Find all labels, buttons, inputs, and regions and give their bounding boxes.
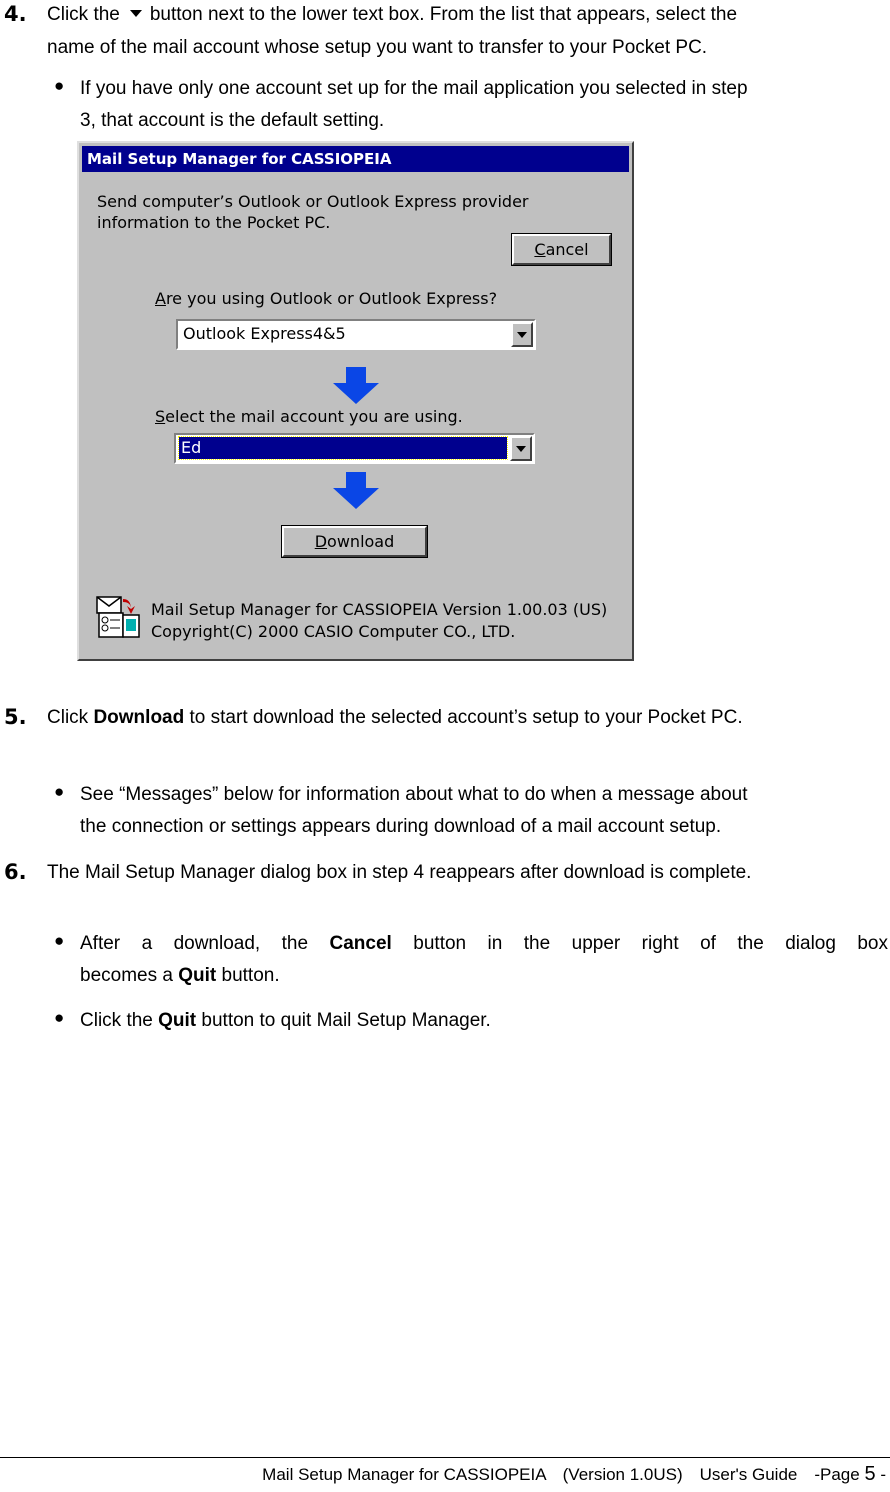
step-4-number: 4.	[4, 2, 27, 26]
footer-text: Mail Setup Manager for CASSIOPEIA (Version 1.0US) User's Guide -Page	[262, 1465, 860, 1484]
step-6-cancel-term: Cancel	[329, 933, 392, 954]
footer-rule	[0, 1457, 890, 1458]
dialog-copyright-text: Copyright(C) 2000 CASIO Computer CO., LTD.	[151, 622, 516, 641]
step-6-bullet-1-b: button in the upper right of the dialog box	[413, 933, 889, 954]
dialog-description-line-2: information to the Pocket PC.	[97, 213, 331, 232]
step-4-line-2: name of the mail account whose setup you want to transfer to your Pocket PC.	[47, 37, 708, 58]
step-5-click: Click	[47, 707, 89, 728]
step-6-bullet-2	[80, 1006, 491, 1035]
mail-app-select[interactable]	[176, 319, 536, 350]
mail-app-dropdown-button[interactable]	[511, 322, 533, 347]
bullet-icon: ●	[54, 76, 65, 95]
step-6-quit-term: Quit	[158, 1010, 197, 1031]
page-footer	[262, 1460, 886, 1489]
down-arrow-icon	[331, 472, 381, 510]
mail-account-dropdown-button[interactable]	[510, 436, 532, 461]
cancel-button[interactable]: Cancel	[512, 234, 611, 265]
mail-account-select[interactable]	[174, 433, 535, 464]
step-6-bullet-1-line-1	[80, 929, 888, 958]
dropdown-arrow-icon	[130, 10, 142, 17]
dialog-version-text: Mail Setup Manager for CASSIOPEIA Version 1.00.03 (US)	[151, 600, 608, 619]
page-number: 5	[864, 1463, 876, 1485]
step-4-bullet-line-1: If you have only one account set up for the mail application you selected in step	[80, 78, 748, 99]
step-5-download-term: Download	[93, 707, 185, 728]
step-6-bullet-1-line-2-a: becomes a	[80, 965, 173, 986]
step-6-quit-term: Quit	[178, 965, 217, 986]
mail-app-question: Are you using Outlook or Outlook Express?	[155, 289, 498, 308]
bullet-icon: ●	[54, 931, 65, 950]
mail-account-select-value: Ed	[179, 437, 507, 459]
step-6-bullet-1-a: After a download, the	[80, 933, 309, 954]
step-6-bullet-1-line-2-b: button.	[221, 965, 280, 986]
mail-setup-app-icon	[93, 595, 145, 641]
step-6-line: The Mail Setup Manager dialog box in step 4 reappears after download is complete.	[47, 862, 752, 883]
down-arrow-icon	[331, 367, 381, 405]
step-6-bullet-2-a: Click the	[80, 1010, 153, 1031]
dialog-description-line-1: Send computer’s Outlook or Outlook Express provider	[97, 192, 529, 211]
dialog-title-bar: Mail Setup Manager for CASSIOPEIA	[82, 146, 629, 172]
step-5-number: 5.	[4, 705, 27, 729]
step-5-rest: to start download the selected account’s setup to your Pocket PC.	[189, 707, 743, 728]
step-4-bullet-line-2: 3, that account is the default setting.	[80, 110, 385, 131]
bullet-icon: ●	[54, 1008, 65, 1027]
footer-suffix: -	[880, 1465, 886, 1484]
mail-setup-dialog	[77, 141, 634, 661]
step-5-bullet-line-1: See “Messages” below for information about what to do when a message about	[80, 784, 748, 805]
mail-app-select-value: Outlook Express4&5	[183, 324, 346, 343]
step-6-bullet-1-line-2	[80, 961, 280, 990]
step-5-bullet-line-2: the connection or settings appears during download of a mail account setup.	[80, 816, 722, 837]
download-button[interactable]: Download	[282, 526, 427, 557]
bullet-icon: ●	[54, 782, 65, 801]
step-4-line-1	[47, 0, 737, 29]
step-5-line	[47, 703, 743, 732]
step-6-bullet-2-b: button to quit Mail Setup Manager.	[201, 1010, 491, 1031]
step-4-text-after-icon: button next to the lower text box. From the list that appears, select the	[149, 4, 738, 25]
step-6-number: 6.	[4, 860, 27, 884]
step-4-text-before-icon: Click the	[47, 4, 120, 25]
mail-account-question: Select the mail account you are using.	[155, 407, 463, 426]
